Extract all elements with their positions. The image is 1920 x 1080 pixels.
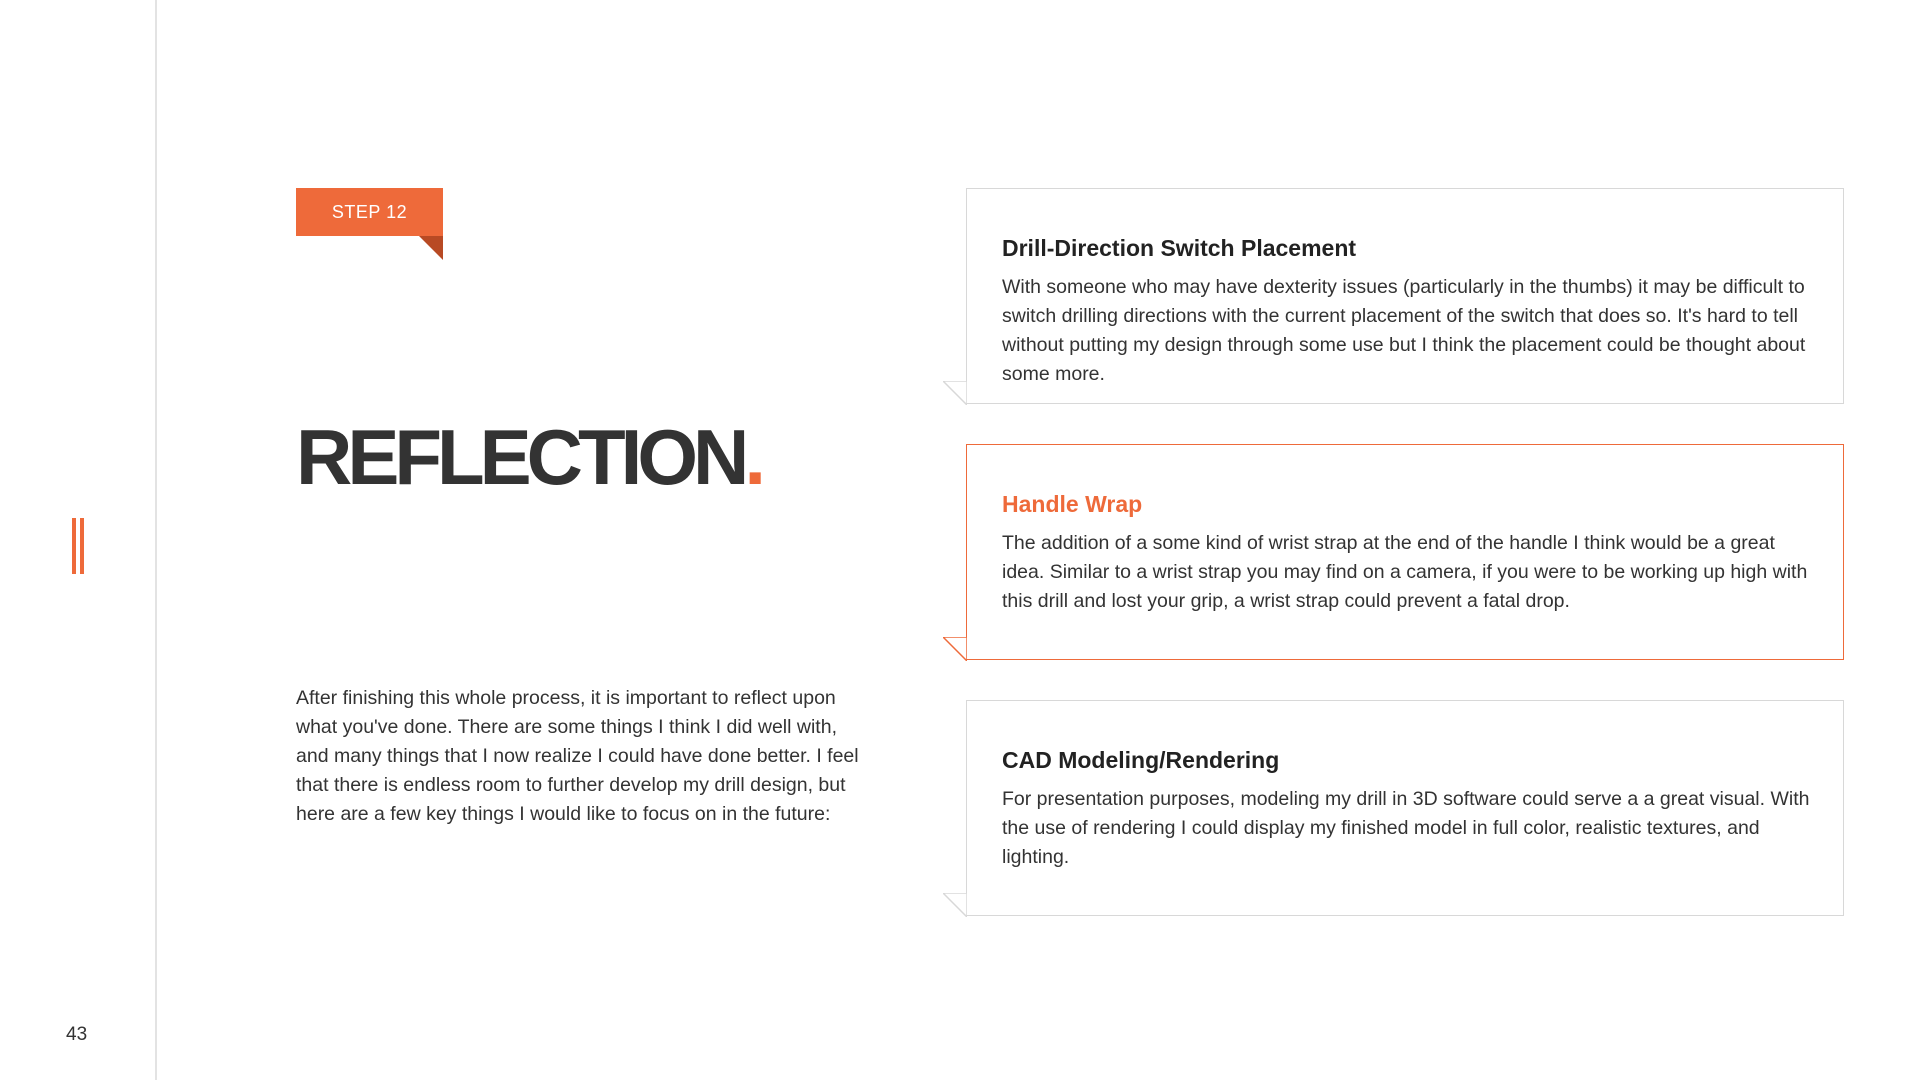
card-body: The addition of a some kind of wrist strap at the end of the handle I think would be a great idea. Similar to a wrist strap you may find on a camera, if you were to be working up high with this drill and lost your grip, a wrist strap could prevent a fatal drop.	[1002, 531, 1808, 612]
page-number: 43	[66, 1024, 88, 1045]
card-title: Handle Wrap	[1002, 491, 1143, 517]
card-fold-icon	[943, 637, 967, 661]
reflection-card-handle-wrap	[966, 444, 1844, 660]
reflection-card-switch-placement	[966, 188, 1844, 404]
card-fold-icon	[943, 893, 967, 917]
side-divider-line	[155, 0, 157, 1080]
step-label: STEP 12	[331, 201, 408, 222]
card-title: Drill-Direction Switch Placement	[1002, 235, 1357, 261]
ribbon-fold-icon	[419, 236, 443, 260]
intro-paragraph: After finishing this whole process, it is important to reflect upon what you've done. There are some things I think I did well with, and many things that I now realize I could have done better. I feel that there is endless room to further develop my drill design, but here are a few key things I would like to focus on in the future:	[296, 687, 859, 825]
page-title-period: .	[744, 413, 761, 501]
step-ribbon	[296, 188, 443, 236]
card-body: With someone who may have dexterity issues (particularly in the thumbs) it may be difficult to switch drilling directions with the current placement of the switch that does so. It's hard to tell without putting my design through some use but I think the placement could be thought about some more.	[1002, 275, 1806, 385]
section-marker-icon	[72, 518, 84, 574]
page-title	[296, 413, 761, 501]
card-body: For presentation purposes, modeling my drill in 3D software could serve a a great visual. With the use of rendering I could display my finished model in full color, realistic textures, and lighting.	[1002, 787, 1810, 868]
page-title-text: REFLECTION	[296, 413, 745, 501]
card-title: CAD Modeling/Rendering	[1002, 747, 1280, 773]
card-fold-icon	[943, 381, 967, 405]
reflection-card-cad-modeling	[966, 700, 1844, 916]
